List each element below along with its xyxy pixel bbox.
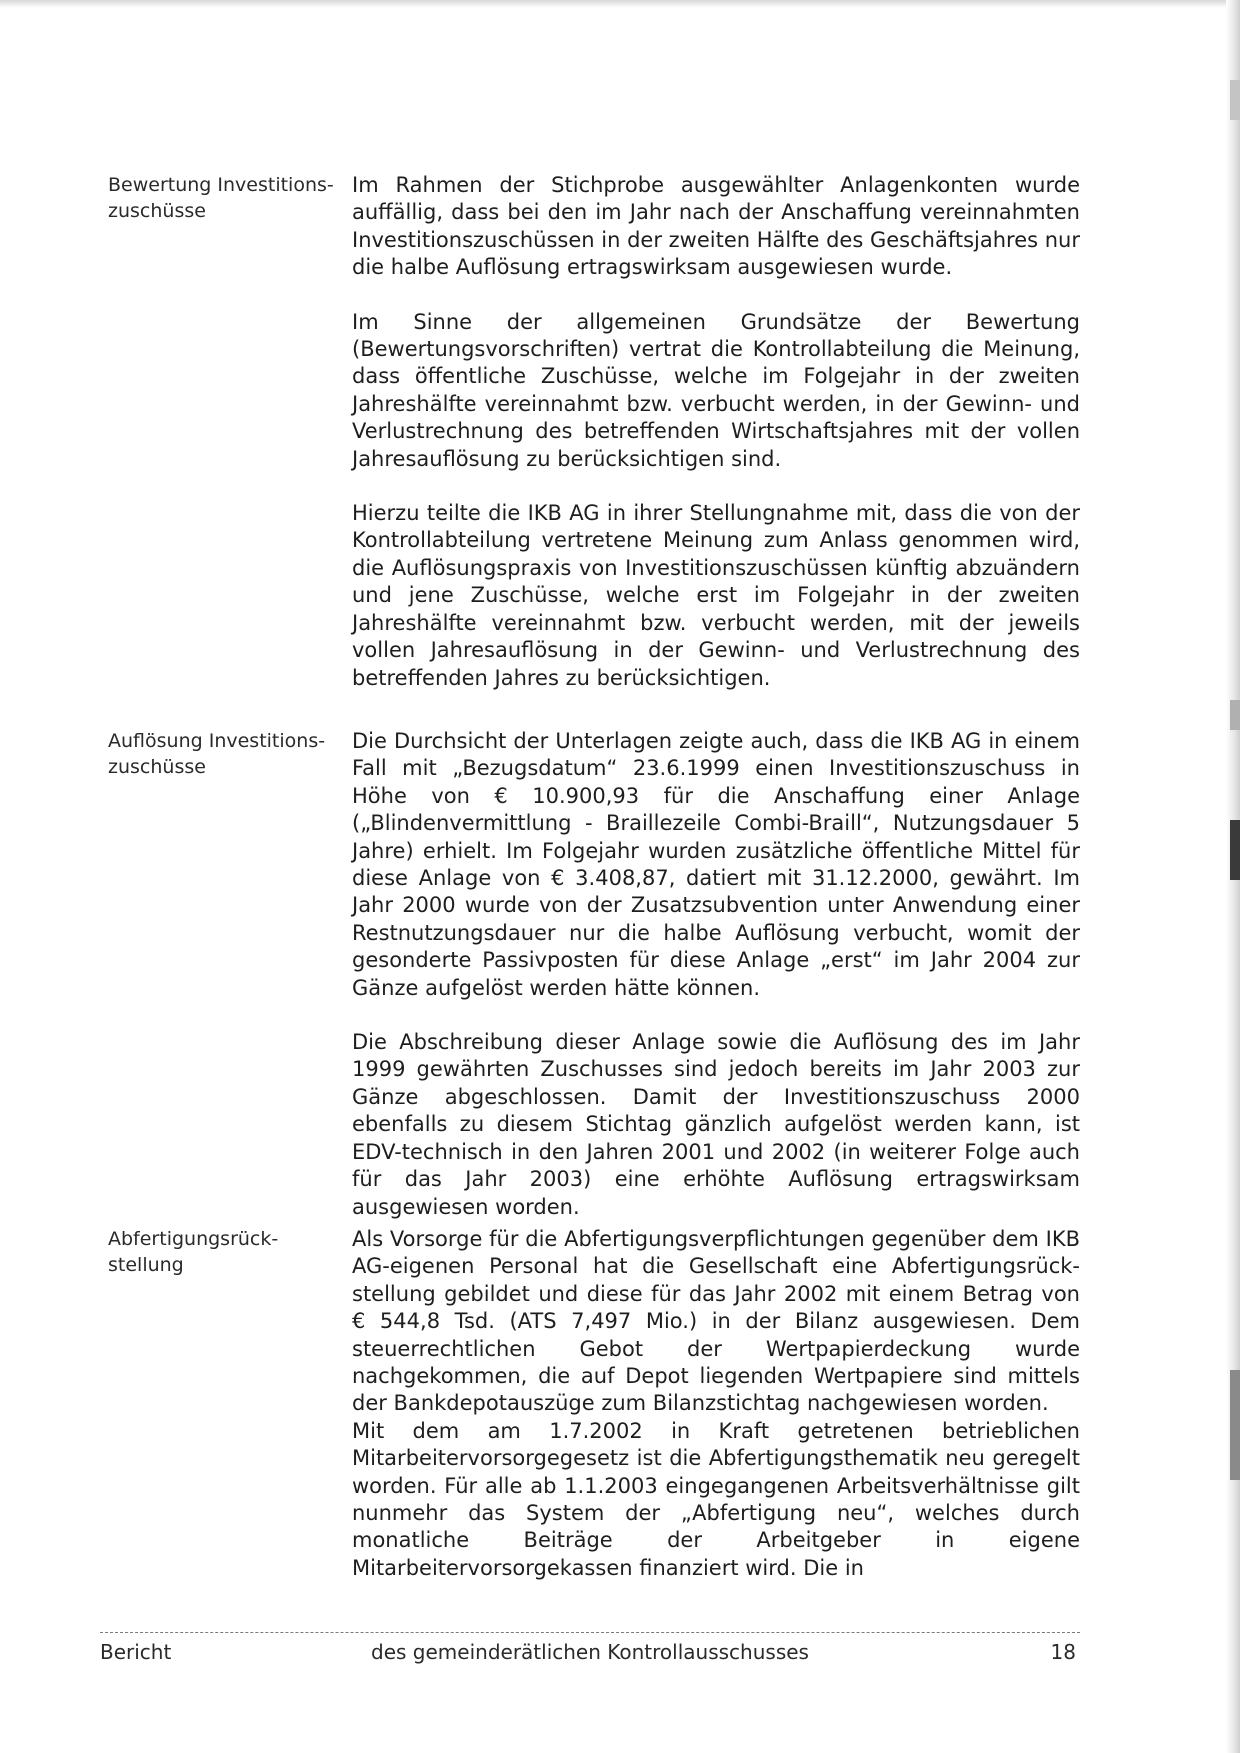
footer-divider bbox=[100, 1632, 1080, 1633]
section-label bbox=[108, 728, 348, 780]
footer-report-label: Bericht bbox=[100, 1640, 172, 1664]
section-label-line: stellung bbox=[108, 1254, 184, 1276]
section-label bbox=[108, 1226, 348, 1278]
page-footer bbox=[100, 1638, 1080, 1666]
section-body bbox=[352, 172, 1080, 692]
page-number: 18 bbox=[1050, 1640, 1076, 1664]
scan-mark bbox=[1230, 700, 1240, 730]
section-body bbox=[352, 1226, 1080, 1582]
footer-title: des gemeinderätlichen Kontrollausschusses bbox=[371, 1640, 809, 1664]
paragraph: Im Rahmen der Stichprobe ausgewählter Anlagenkonten wurde auffällig, dass bei den im Jahr nach der Anschaffung vereinnahmten Investitionszuschüssen in der zweiten Hälfte des Geschäftsjahres nur die halbe Auflösung ertragswirksam ausgewiesen wurde. bbox=[352, 173, 1080, 280]
scan-edge-top bbox=[0, 0, 1240, 8]
section-label-line: Auflösung Investitions- bbox=[108, 730, 326, 752]
scan-mark bbox=[1230, 820, 1240, 880]
scan-mark bbox=[1230, 80, 1240, 120]
paragraph: Die Abschreibung dieser Anlage sowie die Auflösung des im Jahr 1999 gewährten Zuschusses sind jedoch bereits im Jahr 2003 zur Gänze abgeschlossen. Damit der Investitionszuschuss 2000 ebenfalls zu diesem Stichtag gänzlich aufgelöst werden kann, ist EDV-technisch in den Jahren 2001 und 2002 (in weiterer Folge auch für das Jahr 2003) eine erhöhte Auflösung ertragswirksam ausgewiesen worden. bbox=[352, 1030, 1080, 1219]
section-label-line: Bewertung Investitions- bbox=[108, 174, 334, 196]
section-label-line: zuschüsse bbox=[108, 756, 206, 778]
paragraph: Als Vorsorge für die Abfertigungsverpflichtungen gegenüber dem IKB AG-eigenen Personal hat die Gesellschaft eine Abfertigungsrückstellung gebildet und diese für das Jahr 2002 mit einem Betrag von € 544,8 Tsd. (ATS 7,497 Mio.) in der Bilanz ausgewiesen. Dem steuerrechtlichen Gebot der Wertpapierdeckung wurde nachgekommen, die auf Depot liegenden Wertpapiere sind mittels der Bankdepotauszüge zum Bilanzstichtag nachgewiesen worden. bbox=[352, 1227, 1080, 1416]
section-label-line: Abfertigungsrück- bbox=[108, 1228, 279, 1250]
section-body bbox=[352, 728, 1080, 1221]
paragraph: Die Durchsicht der Unterlagen zeigte auch, dass die IKB AG in einem Fall mit „Bezugsdatum“ 23.6.1999 einen Investitionszuschuss in Höhe von € 10.900,93 für die Anschaffung einer Anlage („Blindenvermittlung - Braillezeile Combi-Braill“, Nutzungsdauer 5 Jahre) erhielt. Im Folgejahr wurden zusätzliche öffentliche Mittel für diese Anlage von € 3.408,87, datiert mit 31.12.2000, gewährt. Im Jahr 2000 wurde von der Zusatzsubvention unter Anwendung einer Restnutzungsdauer nur die halbe Auflösung verbucht, womit der gesonderte Passivposten für diese Anlage „erst“ im Jahr 2004 zur Gänze aufgelöst werden hätte können. bbox=[352, 729, 1080, 1000]
section-label bbox=[108, 172, 348, 224]
paragraph: Mit dem am 1.7.2002 in Kraft getretenen betrieblichen Mitarbeitervorsorgegesetz ist die Abfertigungsthematik neu geregelt worden. Für alle ab 1.1.2003 eingegangenen Arbeitsverhältnisse gilt nunmehr das System der „Abfertigung neu“, welches durch monatliche Beiträge der Arbeitgeber in eigene Mitarbeitervorsorgekassen finanziert wird. Die in bbox=[352, 1418, 1080, 1580]
scan-mark bbox=[1230, 1370, 1240, 1480]
section-label-line: zuschüsse bbox=[108, 200, 206, 222]
paragraph: Im Sinne der allgemeinen Grundsätze der Bewertung (Bewertungsvorschriften) vertrat die Kontrollabteilung die Meinung, dass öffentliche Zuschüsse, welche im Folgejahr in der zweiten Jahreshälfte vereinnahmt bzw. verbucht werden, in der Gewinn- und Verlustrechnung des betreffenden Wirtschaftsjahres mit der vollen Jahresauflösung zu berücksichtigen sind. bbox=[352, 309, 1080, 471]
paragraph: Hierzu teilte die IKB AG in ihrer Stellungnahme mit, dass die von der Kontrollabteilung vertretene Meinung zum Anlass genommen wird, die Auflösungspraxis von Investitionszuschüssen künftig abzuändern und jene Zuschüsse, welche erst im Folgejahr in der zweiten Jahreshälfte vereinnahmt bzw. verbucht werden, mit der jeweils vollen Jahresauflösung in der Gewinn- und Verlustrechnung des betreffenden Jahres zu berücksichtigen. bbox=[352, 501, 1080, 690]
